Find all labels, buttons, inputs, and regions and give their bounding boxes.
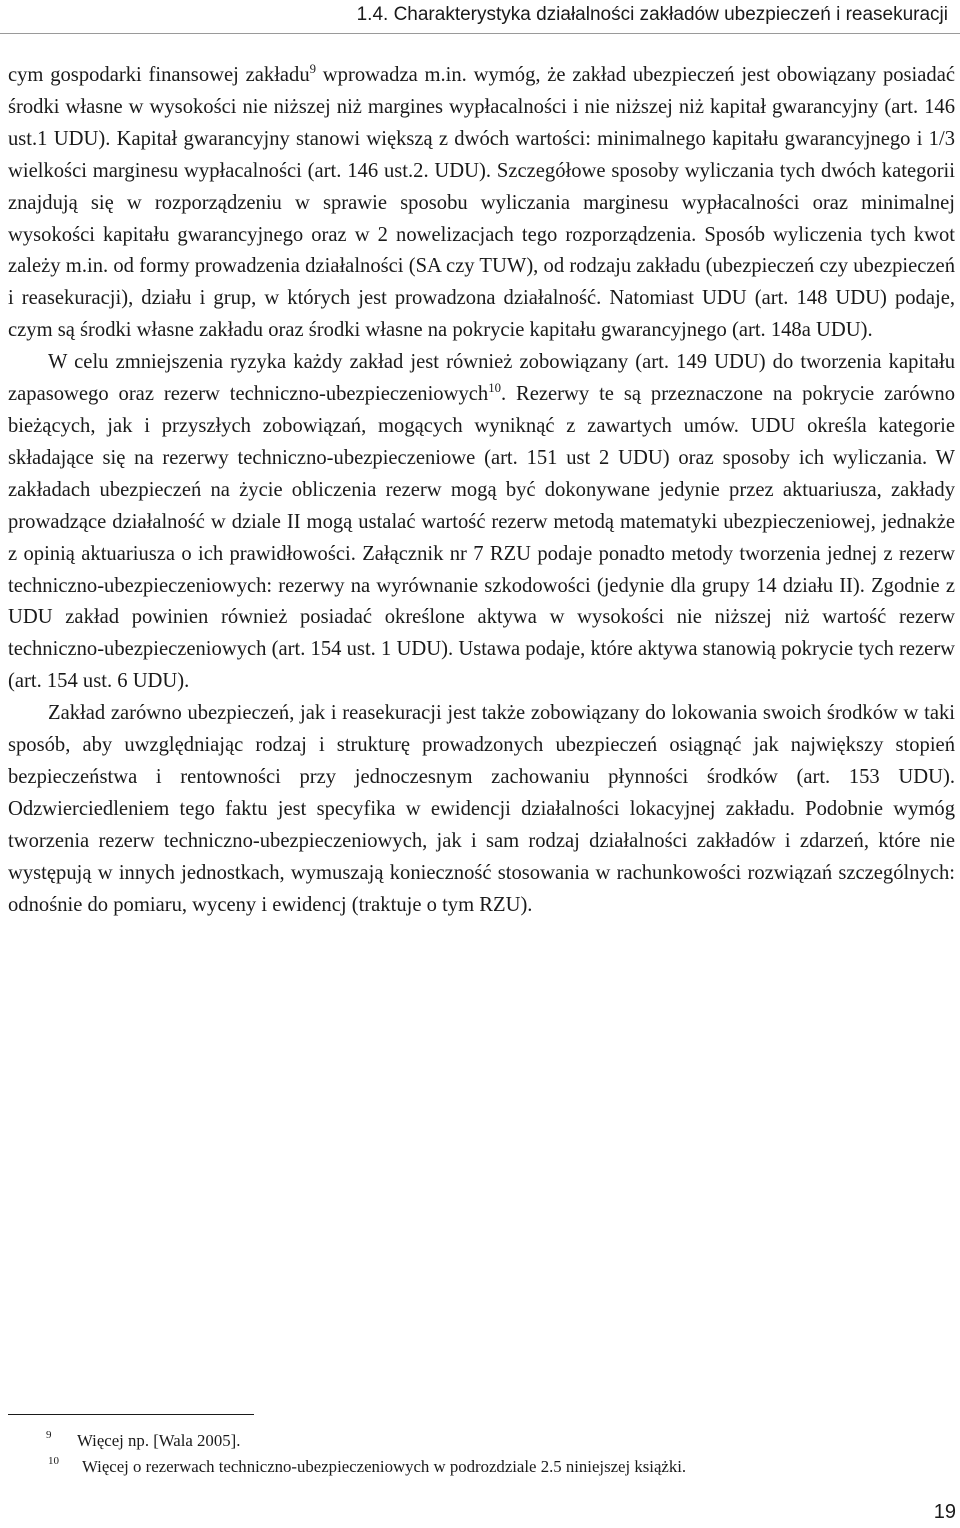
paragraph-2: [8, 347, 955, 698]
footnote-separator: [8, 1414, 254, 1415]
footnotes: [44, 1428, 944, 1480]
footnote-10-text: Więcej o rezerwach techniczno-ubezpieczeniowych w podrozdziale 2.5 niniejszej książki.: [82, 1457, 687, 1476]
paragraph-2-start: W celu zmniejszenia ryzyka każdy zakład jest również zobowiązany (art. 149 UDU) do tworzenia kapitału zapasowego oraz rezerw techniczno-ubezpieczeniowych: [8, 351, 955, 406]
footnote-ref-10[interactable]: 10: [488, 381, 501, 396]
running-header: 1.4. Charakterystyka działalności zakładów ubezpieczeń i reasekuracji: [356, 4, 948, 25]
header-rule: [0, 33, 960, 34]
paragraph-1-rest: wprowadza m.in. wymóg, że zakład ubezpieczeń jest obowiązany posiadać środki własne w wysokości nie niższej niż margines wypłacalności i nie niższej niż kapitał gwarancyjny (art. 146 ust.1 UDU). Kapitał gwarancyjny stanowi większą z dwóch wartości: minimalnego kapitału gwarancyjnego i 1/3 wielkości marginesu wypłacalności (art. 146 ust.2. UDU). Szczegółowe sposoby wyliczania tych dwóch kategorii znajdują się w rozporządzeniu w sprawie sposobu wyliczania marginesu wypłacalności oraz minimalnej wysokości kapitału gwarancyjnego oraz w 2 nowelizacjach tego rozporządzenia. Sposób wyliczenia tych kwot zależy m.in. od formy prowadzenia działalności (SA czy TUW), od rodzaju zakładu (ubezpieczeń czy ubezpieczeń i reasekuracji), działu i grup, w których jest prowadzona działalność. Natomiast UDU (art. 148 UDU) podaje, czym są środki własne zakładu oraz środki własne na pokrycie kapitału gwarancyjnego (art. 148a UDU).: [8, 64, 955, 342]
main-text: [8, 60, 955, 921]
paragraph-3: Zakład zarówno ubezpieczeń, jak i reasekuracji jest także zobowiązany do lokowania swoich środków w taki sposób, aby uwzględniając rodzaj i strukturę prowadzonych ubezpieczeń osiągnąć jak największy stopień bezpieczeństwa i rentowności przy jednoczesnym zachowaniu płynności środków (art. 153 UDU). Odzwierciedleniem tego faktu jest specyfika w ewidencji działalności lokacyjnej zakładu. Podobnie wymóg tworzenia rezerw techniczno-ubezpieczeniowych, jak i sam rodzaj działalności zakładów i zdarzeń, które nie występują w innych jednostkach, wymuszają konieczność stosowania w rachunkowości rozwiązań szczególnych: odnośnie do pomiaru, wyceny i ewidencj (traktuje o tym RZU).: [8, 702, 955, 916]
page-number: 19: [933, 1501, 956, 1523]
footnote-9-number: 9: [46, 1429, 52, 1441]
footnote-9: [44, 1428, 944, 1454]
paragraph-1: [8, 60, 955, 347]
footnote-9-text: Więcej np. [Wala 2005].: [77, 1431, 241, 1450]
footnote-10: [44, 1454, 944, 1480]
paragraph-1-start: cym gospodarki finansowej zakładu: [8, 64, 310, 86]
footnote-10-number: 10: [48, 1455, 59, 1467]
paragraph-2-rest: . Rezerwy te są przeznaczone na pokrycie zarówno bieżących, jak i przyszłych zobowiązań, mogących wyniknąć z zawartych umów. UDU określa kategorie składające się na rezerwy techniczno-ubezpieczeniowe (art. 151 ust 2 UDU) oraz sposoby ich wyliczania. W zakładach ubezpieczeń na życie obliczenia rezerw mogą być dokonywane jedynie przez aktuariusza, zakłady prowadzące działalność w dziale II mogą ustalać wartość rezerw metodą matematyki ubezpieczeniowej, jednakże z opinią aktuariusza o ich prawidłowości. Załącznik nr 7 RZU podaje ponadto metody tworzenia jednej z rezerw techniczno-ubezpieczeniowych: rezerwy na wyrównanie szkodowości (jedynie dla grupy 14 działu II). Zgodnie z UDU zakład powinien również posiadać określone aktywa w wysokości nie niższej niż wartość rezerw techniczno-ubezpieczeniowych (art. 154 ust. 1 UDU). Ustawa podaje, które aktywa stanowią pokrycie tych rezerw (art. 154 ust. 6 UDU).: [8, 383, 955, 693]
footnote-ref-9[interactable]: 9: [309, 62, 317, 77]
